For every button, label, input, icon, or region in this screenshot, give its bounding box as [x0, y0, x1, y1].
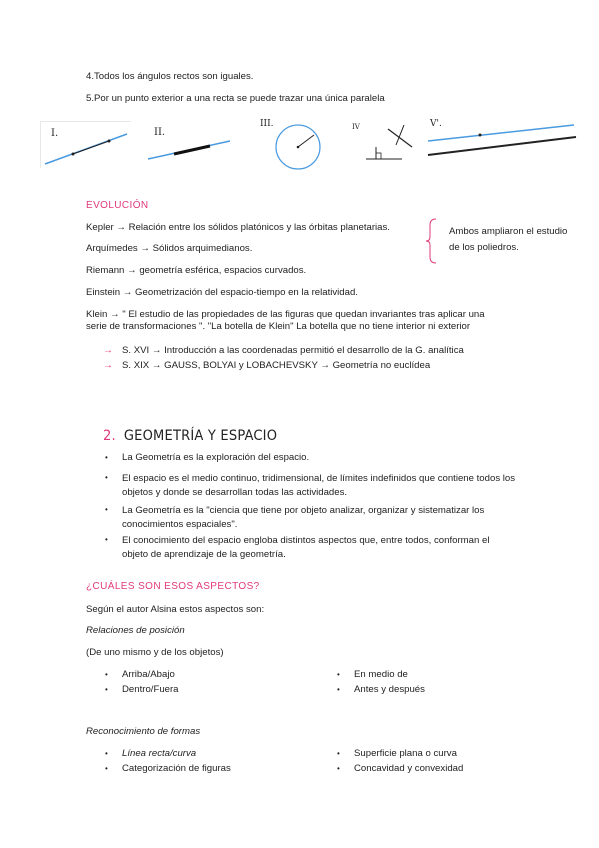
aspectos-heading: ¿CUÁLES SON ESOS ASPECTOS? [86, 581, 260, 592]
figure-4 [352, 119, 422, 171]
bullet-icon: • [105, 670, 108, 679]
section-title-text: GEOMETRÍA Y ESPACIO [123, 428, 278, 444]
evolucion-kepler: Kepler → Relación entre los sólidos platónicos y las órbitas planetarias. [86, 222, 390, 233]
evolucion-arquimedes: Arquímedes → Sólidos arquimedianos. [86, 243, 253, 254]
evolucion-klein-line1: Klein → " El estudio de las propiedades de las figuras que quedan invariantes tras aplicar una [86, 309, 485, 320]
bullet-item: El espacio es el medio continuo, tridimensional, de límites indefinidos que contiene todos los objetos y donde se desarrollan todas las actividades. [122, 473, 516, 498]
bullet-icon: • [105, 764, 108, 773]
figure-3 [258, 119, 328, 171]
figure-1-label: I. [51, 128, 59, 139]
figure-3-label: III. [260, 119, 274, 129]
formas-item: Superficie plana o curva [354, 748, 457, 759]
bullet-icon: • [105, 749, 108, 758]
axiom-4: 4.Todos los ángulos rectos son iguales. [86, 71, 254, 82]
figure-5-label: V'. [430, 119, 442, 129]
bullet-icon: • [105, 685, 108, 694]
relaciones-subtitle: (De uno mismo y de los objetos) [86, 647, 224, 658]
bullet-icon: • [105, 505, 108, 514]
relaciones-item: Arriba/Abajo [122, 669, 175, 680]
extended-line-figure [144, 121, 234, 167]
formas-item: Línea recta/curva [122, 748, 197, 759]
bullet-icon: • [337, 685, 340, 694]
relaciones-item: Dentro/Fuera [122, 684, 179, 695]
bullet-item: La Geometría es la exploración del espacio. [122, 452, 310, 463]
axiom-5: 5.Por un punto exterior a una recta se puede trazar una única paralela [86, 93, 385, 104]
arrow-item-xvi: S. XVI → Introducción a las coordenadas permitió el desarrollo de la G. analítica [122, 345, 464, 356]
evolucion-klein-line2: serie de transformaciones ". "La botella de Klein" La botella que no tiene interior ni exterior [86, 321, 471, 332]
evolucion-riemann: Riemann → geometría esférica, espacios curvados. [86, 265, 307, 276]
aspectos-intro: Según el autor Alsina estos aspectos son: [86, 604, 265, 615]
bullet-icon: • [337, 749, 340, 758]
bullet-item: La Geometría es la "ciencia que tiene por objeto analizar, organizar y sistematizar los conocimientos espaciales". [122, 505, 485, 530]
relaciones-item: Antes y después [354, 684, 425, 695]
circle-figure [258, 119, 328, 171]
arrow-icon: → [103, 345, 113, 356]
parallel-lines-figure [424, 119, 580, 171]
formas-item: Categorización de figuras [122, 763, 231, 774]
formas-title: Reconocimiento de formas [86, 726, 201, 737]
bullet-icon: • [105, 453, 108, 462]
curly-brace-icon [424, 217, 440, 265]
evolucion-heading: EVOLUCIÓN [86, 200, 149, 211]
section-title [103, 428, 277, 444]
right-angle-figure [352, 119, 422, 171]
figure-4-label: IV [352, 123, 360, 131]
section-number: 2. [103, 428, 116, 444]
relaciones-item: En medio de [354, 669, 408, 680]
figure-1 [40, 121, 131, 168]
bullet-icon: • [105, 535, 108, 544]
poliedros-note: Ambos ampliaron el estudio de los poliedros. [449, 226, 568, 253]
formas-item: Concavidad y convexidad [354, 763, 464, 774]
figure-5 [424, 119, 580, 171]
arrow-icon: → [103, 360, 113, 371]
bullet-icon: • [337, 764, 340, 773]
axiom-figures [40, 119, 580, 171]
figure-2-label: II. [154, 127, 166, 138]
bullet-icon: • [337, 670, 340, 679]
evolucion-einstein: Einstein → Geometrización del espacio-tiempo en la relatividad. [86, 287, 358, 298]
figure-2 [144, 121, 234, 167]
bullet-icon: • [105, 473, 108, 482]
relaciones-title: Relaciones de posición [86, 625, 185, 636]
line-segment-figure [41, 122, 131, 168]
bullet-item: El conocimiento del espacio engloba distintos aspectos que, entre todos, conforman el objeto de aprendizaje de la geometría. [122, 535, 490, 560]
arrow-item-xix: S. XIX → GAUSS, BOLYAI y LOBACHEVSKY → Geometría no euclídea [122, 360, 431, 371]
